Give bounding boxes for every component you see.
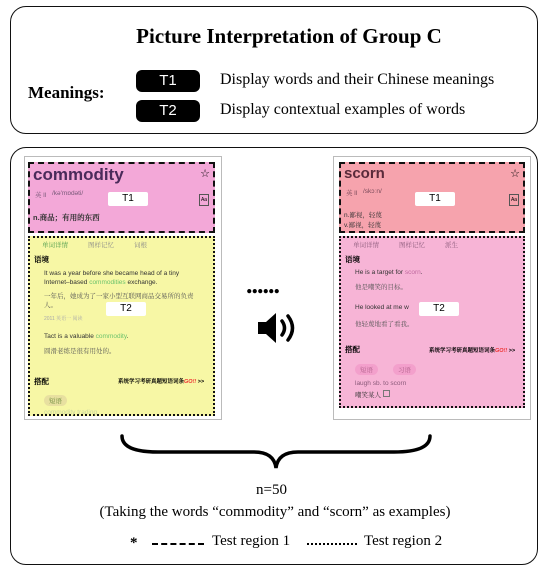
promo-go: GO!! — [184, 379, 197, 385]
phonetic: /skɔːn/ — [363, 188, 382, 195]
legend-region-1: Test region 1 — [212, 533, 291, 549]
info-icon[interactable] — [383, 390, 390, 397]
promo-arrow: >> — [197, 379, 205, 385]
t2-tag: T2 — [106, 302, 146, 316]
test-region-2-scorn — [339, 236, 525, 408]
meaning: n.商品；有用的东西 — [33, 213, 100, 222]
t1-tag: T1 — [415, 192, 455, 206]
promo-banner[interactable] — [429, 346, 515, 354]
example-1-en-a: It was a year before she became head of a tiny — [44, 270, 180, 277]
tab-details[interactable]: 单词详情 — [42, 242, 68, 249]
pill-phrase[interactable]: 短语 — [355, 364, 378, 375]
example-1-en-a: He is a target for — [355, 269, 405, 276]
example-2-en-b: . — [126, 333, 129, 340]
scorn-card — [333, 156, 531, 420]
speaker-icon — [256, 310, 302, 346]
example-1-en — [355, 269, 423, 276]
t2-badge: T2 — [136, 100, 200, 122]
tab-root[interactable]: 词根 — [134, 242, 147, 249]
tab-details[interactable]: 单词详情 — [353, 242, 379, 249]
t2-description: Display contextual examples of words — [220, 101, 466, 118]
word-commodity: commodity — [33, 165, 124, 184]
example-2-zh: 他轻蔑地看了看我。 — [355, 321, 414, 328]
dictionary-icon[interactable]: Aa — [509, 194, 519, 206]
star-icon[interactable]: ☆ — [510, 167, 520, 180]
commodity-card — [24, 156, 222, 420]
t2-tag: T2 — [419, 302, 459, 316]
example-1-highlight: commodities — [89, 279, 126, 286]
legend-dotted-line — [307, 543, 357, 545]
phonetic-label: 英 ll — [346, 190, 358, 197]
t1-badge: T1 — [136, 70, 200, 92]
collocation-title: 搭配 — [34, 377, 49, 386]
promo-go: GO!! — [495, 348, 508, 354]
example-2-en — [44, 333, 128, 340]
legend-dashed-line — [152, 543, 204, 545]
faded-phrase: commodity trading — [44, 409, 98, 416]
test-region-1-commodity — [28, 162, 215, 233]
example-1-zh: 一年后，她成为了一家小型互联网商品交易所的负责人。 — [44, 293, 194, 309]
test-region-2-commodity — [28, 236, 215, 416]
t1-description: Display words and their Chinese meanings — [220, 71, 495, 88]
collocation-title: 搭配 — [345, 345, 360, 354]
phrase-zh — [355, 390, 390, 399]
context-title: 语境 — [345, 255, 360, 264]
example-2-zh: 圆滑老练是很有用处的。 — [44, 348, 116, 355]
figure-title: Picture Interpretation of Group C — [136, 24, 442, 48]
phonetic: /kə'mɒdəti/ — [52, 190, 84, 197]
example-1-en — [44, 269, 212, 287]
promo-text: 系统学习考研真题短语词条 — [429, 348, 496, 354]
tab-image-memory[interactable]: 图样记忆 — [399, 242, 425, 249]
tab-derivation[interactable]: 派生 — [445, 242, 458, 249]
example-1-source: 2011 英语一 阅读 — [44, 316, 83, 322]
context-title: 语境 — [34, 255, 49, 264]
legend-region-2: Test region 2 — [364, 533, 443, 549]
meanings-label: Meanings: — [28, 83, 105, 102]
example-2-highlight: commodity — [95, 333, 127, 340]
phonetic-label: 英 ll — [35, 192, 47, 199]
promo-banner[interactable] — [118, 377, 204, 385]
test-region-1-scorn — [339, 162, 525, 233]
ellipsis: ...... — [246, 270, 279, 299]
meaning-1: n.鄙视，轻蔑 — [344, 212, 382, 219]
dictionary-icon[interactable]: Aa — [199, 194, 209, 206]
promo-text: 系统学习考研真题短语词条 — [118, 379, 185, 385]
sample-size: n=50 — [256, 482, 287, 498]
phrase: laugh sb. to scorn — [355, 380, 407, 387]
example-1-en-b: . — [420, 269, 423, 276]
t1-tag: T1 — [108, 192, 148, 206]
meaning-2: v.鄙视，轻蔑 — [344, 222, 382, 229]
example-1-en-b2: exchange. — [125, 279, 158, 286]
pill-phrase[interactable]: 短语 — [44, 395, 67, 406]
example-1-highlight: scorn — [404, 269, 421, 276]
curly-brace — [118, 432, 434, 472]
promo-arrow: >> — [508, 348, 516, 354]
word-scorn: scorn — [344, 165, 385, 182]
example-2-en: He looked at me w — [355, 304, 409, 311]
star-icon[interactable]: ☆ — [200, 167, 210, 180]
example-2-en-a: Tact is a valuable — [44, 333, 96, 340]
tab-image-memory[interactable]: 图样记忆 — [88, 242, 114, 249]
example-1-zh: 他是嘲笑的目标。 — [355, 284, 407, 291]
phrase-zh-text: 嘲笑某人 — [355, 392, 381, 399]
pill-idiom[interactable]: 习语 — [393, 364, 416, 375]
legend-star: * — [130, 535, 138, 551]
example-1-en-b1: Internet–based — [44, 279, 90, 286]
caption: (Taking the words “commodity” and “scorn” as examples) — [99, 504, 451, 520]
